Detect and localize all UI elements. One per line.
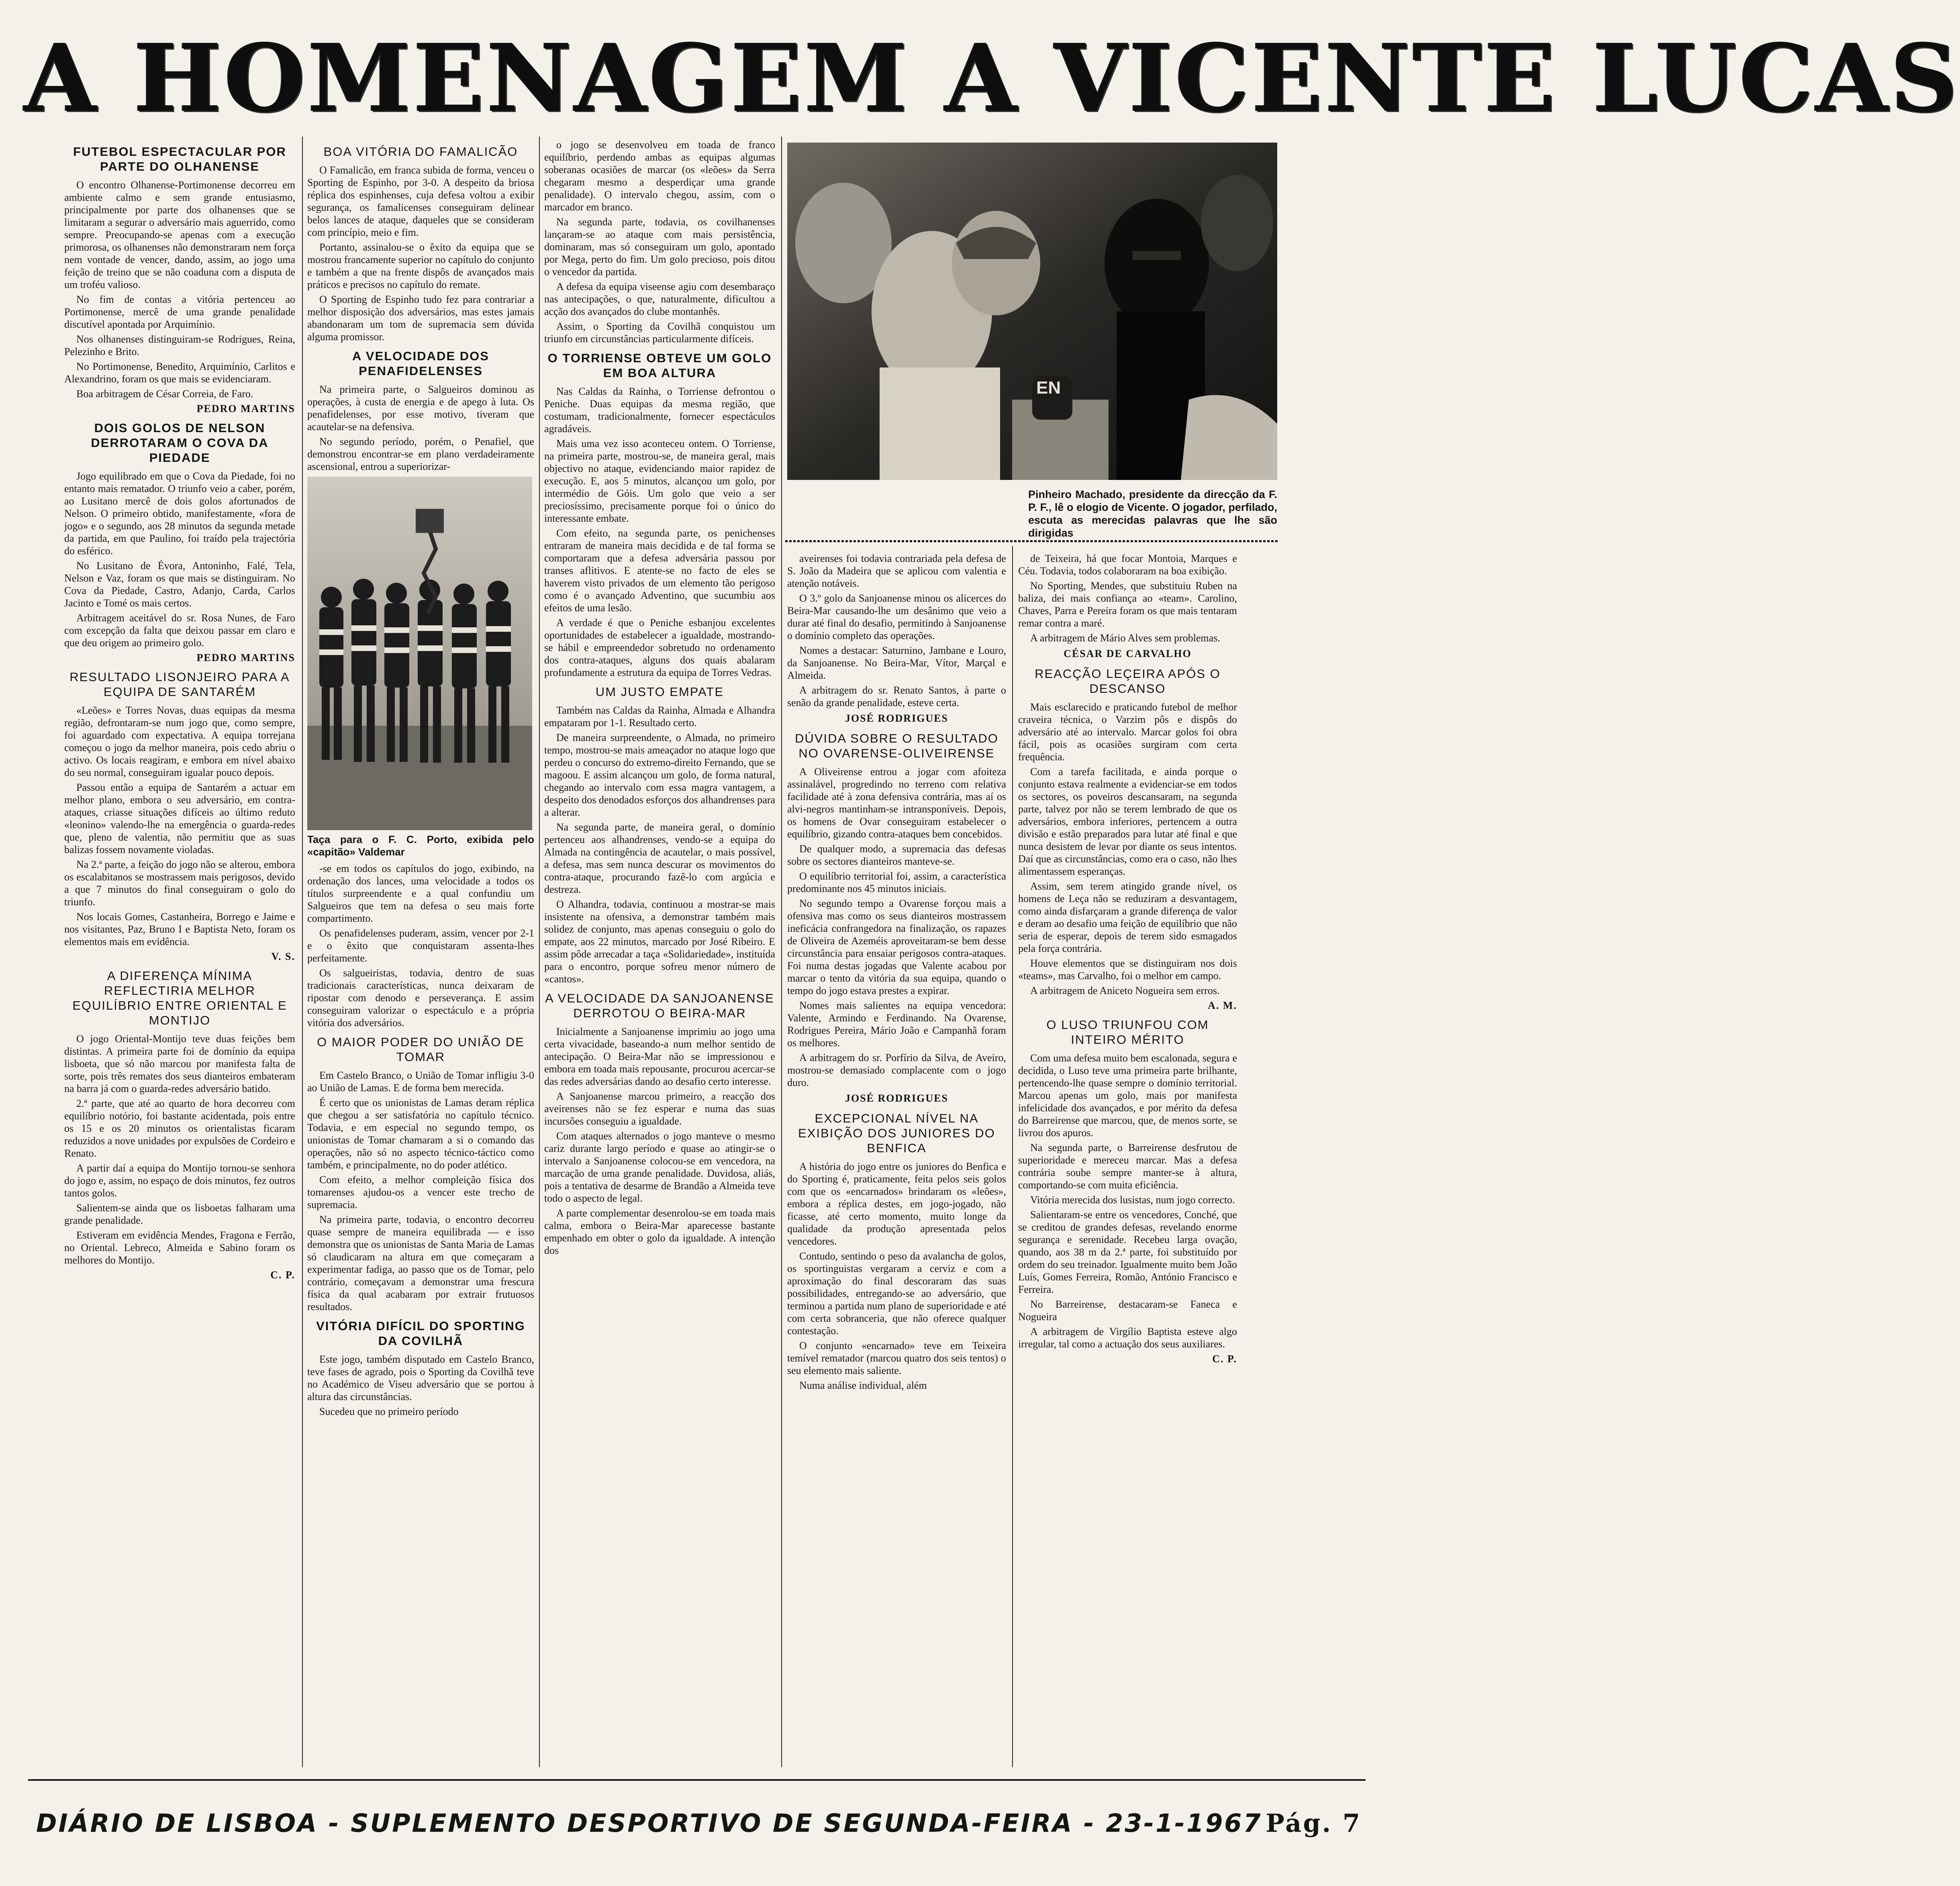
column-3: [544, 139, 775, 1765]
article-paragraph: Os salgueiristas, todavia, dentro de suas tradicionais características, nunca deixaram de ripostar com denodo e perseverança. E assim conseguiram valorizar o espectáculo e a própria vitória dos adversários.: [307, 967, 534, 1029]
article-paragraph: Nos olhanenses distinguiram-se Rodrigues, Reina, Pelezinho e Brito.: [64, 333, 295, 357]
article-paragraph: A arbitragem do sr. Porfírio da Silva, de Aveiro, mostrou-se demasiado complacente com o jogo duro.: [787, 1052, 1006, 1088]
ceremony-photo: [787, 143, 1277, 480]
article-headline: O MAIOR PODER DO UNIÃO DE TOMAR: [317, 1035, 525, 1064]
team-photo-image: [307, 477, 532, 830]
article-paragraph: Numa análise individual, além: [799, 1380, 927, 1391]
article-paragraph: No Barreirense, destacaram-se Faneca e Nogueira: [1018, 1298, 1237, 1323]
article-headline: EXCEPCIONAL NÍVEL NA EXIBIÇÃO DOS JUNIORES DO BENFICA: [798, 1111, 995, 1155]
article-paragraph: A arbitragem do sr. Renato Santos, à parte o senão da grande penalidade, esteve certa.: [787, 684, 1006, 708]
article-paragraph: De qualquer modo, a supremacia das defesas sobre os sectores dianteiros manteve-se.: [787, 843, 1006, 867]
author-signature: PEDRO MARTINS: [196, 403, 295, 414]
article-paragraph: Com efeito, a melhor compleição física dos tomarenses ajudou-os a vencer este trecho de supremacia.: [307, 1174, 534, 1210]
article-paragraph: A defesa da equipa viseense agiu com desembaraço nas antecipações, o que, naturalmente, dificultou a acção dos avançados do clube montanhês.: [544, 281, 775, 317]
article-paragraph: A Oliveirense entrou a jogar com afoiteza assinalável, progredindo no terreno com relativa facilidade até à zona defensiva contrária, mas aí os alvi-negros mantinham-se intransponíveis. Depois, os homens de Ovar conseguiram estabelecer o equilíbrio, gizando contra-ataques bem concebidos.: [787, 766, 1006, 840]
article-paragraph: de Teixeira, há que focar Montoia, Marques e Céu. Todavia, todos colaboraram na boa exibição.: [1018, 553, 1237, 577]
article-paragraph: Assim, sem terem atingido grande nível, os homens de Leça não se reduziram a desvantagem, como ainda disfarçaram a grande diferença de valor e deram ao desafio uma feição de equilíbrio que não seria de esperar, depois de terem sido esmagados pela força contrária.: [1018, 880, 1237, 954]
ceremony-photo-image: [787, 143, 1277, 480]
article-paragraph: Salientaram-se entre os vencedores, Conché, que se creditou de grandes defesas, revelando enorme segurança e serenidade. Recebeu larga ovação, quando, aos 38 m da 2.ª parte, foi substituído por ordem do seu treinador. Igualmente muito bem João Luís, Gomes Ferreira, Romão, António Francisco e Ferreira.: [1018, 1209, 1237, 1295]
article-paragraph: O encontro Olhanense-Portimonense decorreu em ambiente calmo e sem grande entusiasmo, principalmente por parte dos olhanenses que se limitaram a segurar o adversário mais aguerrido, como sempre. Preocupando-se apenas com a execução primorosa, os olhanenses não demonstraram nem força nem vontade de vencer, dando, assim, ao jogo uma feição de treino que se não coaduna com a disputa de um troféu valioso.: [64, 179, 295, 290]
article-paragraph: No Portimonense, Benedito, Arquimínio, Carlitos e Alexandrino, foram os que mais se evidenciaram.: [64, 361, 295, 385]
author-signature: JOSÉ RODRIGUES: [845, 1092, 948, 1104]
article-paragraph: Na primeira parte, todavia, o encontro decorreu quase sempre de maneira equilibrada — e isso demonstra que os unionistas de Santa Maria de Lamas só claudicaram na altura em que começaram a experimentar fadiga, ao passo que os de Tomar, pelo contrário, começavam a demonstrar uma frescura física da qual acabaram por extrair frutuosos resultados.: [307, 1214, 534, 1312]
article-paragraph: -se em todos os capítulos do jogo, exibindo, na ordenação dos lances, uma velocidade a todos os títulos surpreendente e a qual confundiu um Salgueiros que tem na defesa o seu mais forte compartimento.: [307, 863, 534, 924]
article-paragraph: Nomes mais salientes na equipa vencedora: Valente, Armindo e Ferdinando. Na Ovarense, Rodrigues Pereira, Mário João e Campanhã foram os melhores.: [787, 1000, 1006, 1049]
article-paragraph: O Sporting de Espinho tudo fez para contrariar a melhor disposição dos adversários, mas estes jamais abandonaram um tom de supremacia sem dúvida alguma promissor.: [307, 294, 534, 343]
article-paragraph: aveirenses foi todavia contrariada pela defesa de S. João da Madeira que se aplicou com valentia e atenção notáveis.: [787, 553, 1006, 589]
article-paragraph: Boa arbitragem de César Correia, de Faro.: [76, 388, 253, 400]
page-headline: A HOMENAGEM A VICENTE LUCAS: [24, 23, 1960, 133]
article-paragraph: Na segunda parte, de maneira geral, o domínio pertenceu aos alhandrenses, vendo-se a equipa do Almada na contingência de acautelar, o mais possível, a defesa, mas sem nunca descurar os movimentos do contra-ataque, procurando fazê-lo com argúcia e destreza.: [544, 821, 775, 895]
article-paragraph: O Alhandra, todavia, continuou a mostrar-se mais insistente na ofensiva, a demonstrar também mais solidez de conjunto, mas apenas conseguiu o golo do empate, aos 22 minutos, marcado por José Ribeiro. E assim pôde arrecadar a taça «Solidariedade», instituída para o encontro, porque sofreu menor número de «cantos».: [544, 898, 775, 985]
article-paragraph: No segundo período, porém, o Penafiel, que demonstrou encontrar-se em plano verdadeiramente ascensional, entrou a superiorizar-: [307, 436, 534, 472]
article-paragraph: A verdade é que o Peniche esbanjou excelentes oportunidades de estabelecer a igualdade, mostrando-se hábil e empreendedor sobretudo no ordenamento dos contra-ataques, alguns dos quais abalaram profundamente a estrutura da equipa de Torres Vedras.: [544, 617, 775, 678]
column-1: [64, 139, 295, 1765]
article-headline: REACÇÃO LEÇEIRA APÓS O DESCANSO: [1035, 667, 1221, 696]
article-paragraph: Com efeito, na segunda parte, os penichenses entraram de maneira mais decidida e de tal forma se comportaram que a defesa adversária passou por transes aflitivos. E atente-se no facto de eles se haverem visto privados de um elemento tão perigoso como é o avançado Adventino, que sucumbiu aos efeitos de uma lesão.: [544, 527, 775, 614]
article-headline: A DIFERENÇA MÍNIMA REFLECTIRIA MELHOR EQUILÍBRIO ENTRE ORIENTAL E MONTIJO: [72, 969, 287, 1027]
article-paragraph: O 3.º golo da Sanjoanense minou os alicerces do Beira-Mar causando-lhe um desânimo que veio a durar até final do desafio, permitindo à Sanjoanense o domínio completo das operações.: [787, 592, 1006, 641]
article-headline: FUTEBOL ESPECTACULAR POR PARTE DO OLHANENSE: [73, 145, 286, 173]
article-paragraph: Contudo, sentindo o peso da avalancha de golos, os sportinguistas vergaram a cerviz e com a aproximação do final descoraram das suas possibilidades, entregando-se ao adversário, que terminou a partida num plano de superioridade e até com certa sobranceria, que não oferece qualquer contestação.: [787, 1250, 1006, 1337]
article-paragraph: Com ataques alternados o jogo manteve o mesmo cariz durante largo período e quase ao atingir-se o intervalo a Sanjoanense colocou-se em vencedora, na marcação de uma grande penalidade. Duvidosa, aliás, pois a tentativa de desarme de Brandão a Almeida teve todo o aspecto de legal.: [544, 1130, 775, 1204]
article-paragraph: «Leões» e Torres Novas, duas equipas da mesma região, defrontaram-se num jogo que, como sempre, foi aguardado com expectativa. A equipa torrejana começou o jogo da melhor maneira, pois cedo abriu o activo. Os locais reagiram, e embora em nível abaixo do seu normal, conseguiram igualar pouco depois.: [64, 704, 295, 778]
author-signature: A. M.: [1208, 1000, 1237, 1011]
article-paragraph: Na segunda parte, o Barreirense desfrutou de superioridade e mereceu marcar. Mas a defesa contrária soube sempre manter-se à altura, comportando-se com muita eficiência.: [1018, 1142, 1237, 1191]
article-headline: DÚVIDA SOBRE O RESULTADO NO OVARENSE-OLIVEIRENSE: [795, 731, 998, 760]
article-paragraph: A partir daí a equipa do Montijo tornou-se senhora do jogo e, assim, no espaço de dois minutos, fez outros tantos golos.: [64, 1162, 295, 1199]
article-paragraph: De maneira surpreendente, o Almada, no primeiro tempo, mostrou-se mais ameaçador no ataque logo que perdeu o concurso do extremo-direito Fernando, que se magoou. E assim alcançou um golo, de forma natural, chegando ao intervalo com essa magra vantagem, a despeito dos denodados esforços dos alhandrenses para a alterar.: [544, 732, 775, 818]
article-paragraph: Em Castelo Branco, o União de Tomar infligiu 3-0 ao União de Lamas. E de forma bem merecida.: [307, 1070, 534, 1094]
footer-rule: [28, 1779, 1366, 1781]
article-paragraph: A arbitragem de Aniceto Nogueira sem erros.: [1030, 985, 1220, 996]
author-signature: PEDRO MARTINS: [196, 652, 295, 663]
article-paragraph: Na primeira parte, o Salgueiros dominou as operações, à custa de energia e de apego à luta. Os penafidelenses, por esse motivo, tiveram que acautelar-se na defensiva.: [307, 384, 534, 433]
article-paragraph: Estiveram em evidência Mendes, Fragona e Ferrão, no Oriental. Lebreco, Almeida e Sabino foram os melhores do Montijo.: [64, 1229, 295, 1266]
article-paragraph: Mais esclarecido e praticando futebol de melhor craveira técnica, o Varzim pôs e dispôs do adversário até ao intervalo. Marcar golos foi obra fácil, pois as ocasiões surgiram com certa frequência.: [1018, 701, 1237, 763]
article-paragraph: No Lusitano de Évora, Antoninho, Falé, Tela, Nelson e Vaz, foram os que mais se distinguiram. No Cova da Piedade, Castro, Adanjo, Carda, Carlos Jacinto e Tomé os mais certos.: [64, 560, 295, 609]
author-signature: CÉSAR DE CARVALHO: [1064, 648, 1192, 659]
article-paragraph: Passou então a equipa de Santarém a actuar em melhor plano, embora o seu adversário, em contra-ataques, criasse situações difíceis ao último reduto «leonino» valendo-lhe na emergência o guarda-redes que, pleno de valentia, não permitiu que as suas balizas fossem novamente violadas.: [64, 782, 295, 855]
column-divider: [539, 137, 540, 1767]
article-headline: DOIS GOLOS DE NELSON DERROTARAM O COVA DA PIEDADE: [91, 421, 269, 465]
author-signature: C. P.: [1212, 1353, 1237, 1365]
page-number: Pág. 7: [1266, 1808, 1362, 1838]
column-2: [307, 139, 534, 1765]
photo-caption: Taça para o F. C. Porto, exibida pelo «capitão» Valdemar: [307, 833, 534, 858]
footer-title: DIÁRIO DE LISBOA - SUPLEMENTO DESPORTIVO DE SEGUNDA-FEIRA - 23-1-1967: [36, 1808, 1262, 1838]
article-paragraph: Nos locais Gomes, Castanheira, Borrego e Jaime e nos visitantes, Paz, Bruno I e Baptista Neto, foram os elementos mais em evidência.: [64, 911, 295, 947]
article-paragraph: O Famalicão, em franca subida de forma, venceu o Sporting de Espinho, por 3-0. A despeito da briosa réplica dos espinhenses, cuja defesa voltou a exibir segurança, os famalicenses conseguiram delinear belos lances de ataque, daqueles que se consideram com princípio, meio e fim.: [307, 164, 534, 238]
article-paragraph: A parte complementar desenrolou-se em toada mais calma, embora o Beira-Mar aparecesse bastante empenhado em obter o golo da igualdade. A intenção dos: [544, 1207, 775, 1256]
column-divider: [302, 137, 303, 1767]
article-paragraph: O equilíbrio territorial foi, assim, a característica predominante nos 45 minutos iniciais.: [787, 870, 1006, 894]
page-footer: [36, 1805, 1362, 1841]
article-paragraph: No Sporting, Mendes, que substituiu Ruben na baliza, dei mais confiança ao «team». Carolino, Chaves, Parra e Pereira foram os que mais tentaram remar contra a maré.: [1018, 580, 1237, 629]
column-divider: [781, 137, 782, 1767]
article-headline: VITÓRIA DIFÍCIL DO SPORTING DA COVILHÃ: [316, 1319, 525, 1348]
article-headline: RESULTADO LISONJEIRO PARA A EQUIPA DE SANTARÉM: [69, 670, 290, 699]
article-paragraph: Com uma defesa muito bem escalonada, segura e decidida, o Luso teve uma primeira parte brilhante, pertencendo-lhe quase sempre o domínio territorial. Marcou apenas um golo, mais por manifesta infelicidade dos avançados, e por mérito da defesa do Barreirense que marcou, que, de menos sorte, se livrou dos apuros.: [1018, 1052, 1237, 1139]
article-paragraph: Os penafidelenses puderam, assim, vencer por 2-1 e o êxito que conquistaram assenta-lhes perfeitamente.: [307, 927, 534, 964]
photo-rule: [785, 540, 1279, 542]
article-paragraph: O conjunto «encarnado» teve em Teixeira temível rematador (marcou quatro dos seis tentos) o seu elemento mais saliente.: [787, 1340, 1006, 1376]
article-headline: BOA VITÓRIA DO FAMALICÃO: [323, 145, 518, 159]
author-signature: JOSÉ RODRIGUES: [845, 712, 948, 724]
article-paragraph: É certo que os unionistas de Lamas deram réplica que chegou a ser satisfatória no capítulo técnico. Todavia, e em especial no segundo tempo, os unionistas de Tomar chamaram a si o comando das operações, não só no aspecto técnico-táctico como também, e principalmente, no do poder atlético.: [307, 1097, 534, 1171]
article-paragraph: A arbitragem de Mário Alves sem problemas.: [1030, 632, 1220, 644]
article-headline: A VELOCIDADE DOS PENAFIDELENSES: [352, 349, 489, 378]
article-paragraph: o jogo se desenvolveu em toada de franco equilíbrio, perdendo ambas as equipas algumas soberanas ocasiões de marcar (os «leões» da Serra chegaram mesmo a desperdiçar uma grande penalidade). O intervalo chegou, assim, com o marcador em branco.: [544, 139, 775, 213]
column-divider: [1012, 546, 1013, 1767]
article-paragraph: Salientem-se ainda que os lisboetas falharam uma grande penalidade.: [64, 1202, 295, 1226]
article-paragraph: Jogo equilibrado em que o Cova da Piedade, foi no entanto mais rematador. O triunfo veio a caber, porém, ao Lusitano mercê de dois golos afortunados de Nelson. O primeiro obtido, manifestamente, «fora de jogo» e o segundo, aos 28 minutos da segunda metade da partida, em que Paulino, foi traído pela trajectória do esférico.: [64, 470, 295, 557]
article-paragraph: Na 2.ª parte, a feição do jogo não se alterou, embora os escalabitanos se mostrassem mais perigosos, devido a que 7 minutos do final conseguiram o golo do triunfo.: [64, 859, 295, 908]
article-paragraph: Arbitragem aceitável do sr. Rosa Nunes, de Faro com excepção da falta que deixou passar em claro e que deu origem ao primeiro golo.: [64, 612, 295, 649]
article-paragraph: A história do jogo entre os juniores do Benfica e do Sporting é, praticamente, feita pelos seis golos com que os «encarnados» brindaram os «leões», embora a réplica destes, em jogo-jogado, não ficasse, até certo momento, muito longe da qualidade da produção apresentada pelos vencedores.: [787, 1161, 1006, 1247]
article-headline: O LUSO TRIUNFOU COM INTEIRO MÉRITO: [1046, 1018, 1209, 1047]
article-paragraph: Sucedeu que no primeiro período: [319, 1406, 459, 1417]
article-paragraph: Também nas Caldas da Rainha, Almada e Alhandra empataram por 1-1. Resultado certo.: [544, 704, 775, 729]
photo-caption: Pinheiro Machado, presidente da direcção da F. P. F., lê o elogio de Vicente. O jogador, perfilado, escuta as merecidas palavras que lhe são dirigidas: [1028, 488, 1277, 539]
svg-text:EN: EN: [1036, 378, 1061, 398]
article-paragraph: Assim, o Sporting da Covilhã conquistou um triunfo em circunstâncias particularmente difíceis.: [544, 320, 775, 345]
article-paragraph: Vitória merecida dos lusistas, num jogo correcto.: [1030, 1194, 1235, 1206]
article-headline: O TORRIENSE OBTEVE UM GOLO EM BOA ALTURA: [547, 351, 772, 380]
article-paragraph: Na segunda parte, todavia, os covilhanenses lançaram-se ao ataque com mais persistência, dominaram, mas só conseguiram um golo, apontado por Mega, perto do fim. Um golo precioso, pois ditou o vencedor da partida.: [544, 216, 775, 278]
article-paragraph: Com a tarefa facilitada, e ainda porque o conjunto estava realmente a evidenciar-se em todos os sectores, os poveiros descansaram, na segunda parte, talvez por não se terem lembrado de que os adversários, embora inferiores, pertencem a outra divisão e estão preparados para lutar até final e que nunca desistem de levar por diante os seus intentos. Daí que as circunstâncias, como era o caso, não lhes alimentassem esperanças.: [1018, 766, 1237, 877]
article-headline: A VELOCIDADE DA SANJOANENSE DERROTOU O BEIRA-MAR: [545, 991, 774, 1020]
article-paragraph: No segundo tempo a Ovarense forçou mais a ofensiva mas como os seus dianteiros mostrassem ineficácia confrangedora na finalização, os rapazes de Oliveira de Azeméis aproveitaram-se bem desse circunstância para ensaiar perigosos contra-ataques. Foi numa destas jogadas que Valente acabou por marcar o tento da vitória da sua equipa, quando o tempo do jogo estava prestes a expirar.: [787, 898, 1006, 996]
article-headline: UM JUSTO EMPATE: [595, 685, 724, 699]
article-paragraph: Nas Caldas da Rainha, o Torriense defrontou o Peniche. Duas equipas da mesma região, que costumam, tradicionalmente, fornecer espectáculos agradáveis.: [544, 386, 775, 435]
article-paragraph: A Sanjoanense marcou primeiro, a reacção dos aveirenses não se fez esperar e numa das suas incursões conseguiu a igualdade.: [544, 1090, 775, 1127]
article-paragraph: Houve elementos que se distinguiram nos dois «teams», mas Carvalho, foi o melhor em campo.: [1018, 957, 1237, 982]
article-paragraph: A arbitragem de Virgílio Baptista esteve algo irregular, tal como a actuação dos seus auxiliares.: [1018, 1326, 1237, 1350]
author-signature: C. P.: [270, 1269, 295, 1281]
article-paragraph: Portanto, assinalou-se o êxito da equipa que se mostrou francamente superior no capítulo do conjunto e também a que na frente dispôs de avançados mais práticos e precisos no capítulo do remate.: [307, 241, 534, 290]
article-paragraph: Mais uma vez isso aconteceu ontem. O Torriense, na primeira parte, mostrou-se, de maneira geral, mais objectivo no ataque, evidenciando maior rapidez de execução. E, aos 5 minutos, alcançou um golo, por intermédio de Góis. Um golo que veio a ser preciosíssimo, precisamente porque foi o único do interessante embate.: [544, 438, 775, 524]
column-5: [1018, 552, 1237, 1765]
article-paragraph: O jogo Oriental-Montijo teve duas feições bem distintas. A primeira parte foi de domínio da equipa lisboeta, que só não marcou por manifesta falta de sorte, pois três remates dos seus dianteiros embateram na barra já com o guarda-redes adversário batido.: [64, 1033, 295, 1094]
team-photo: [307, 477, 532, 830]
article-paragraph: Inicialmente a Sanjoanense imprimiu ao jogo uma certa vivacidade, baseando-a num melhor sentido de antecipação. O Beira-Mar não se impressionou e embora em toada mais repousante, procurou acercar-se das redes adversárias dando ao desafio certo interesse.: [544, 1026, 775, 1087]
article-paragraph: 2.ª parte, que até ao quarto de hora decorreu com equilíbrio notório, foi bastante acidentada, pois entre os 15 e os 20 minutos os orientalistas ficaram reduzidos a nove unidades por expulsões de Cordeiro e Renato.: [64, 1098, 295, 1159]
article-paragraph: No fim de contas a vitória pertenceu ao Portimonense, mercê de uma grande penalidade discutível apontada por Arquimínio.: [64, 294, 295, 330]
article-paragraph: Nomes a destacar: Saturnino, Jambane e Louro, da Sanjoanense. No Beira-Mar, Vítor, Marçal e Almeida.: [787, 645, 1006, 681]
author-signature: V. S.: [271, 951, 295, 962]
article-paragraph: Este jogo, também disputado em Castelo Branco, teve fases de agrado, pois o Sporting da Covilhã teve no Académico de Viseu adversário que se portou à altura das circunstâncias.: [307, 1353, 534, 1402]
column-4: [787, 552, 1006, 1765]
